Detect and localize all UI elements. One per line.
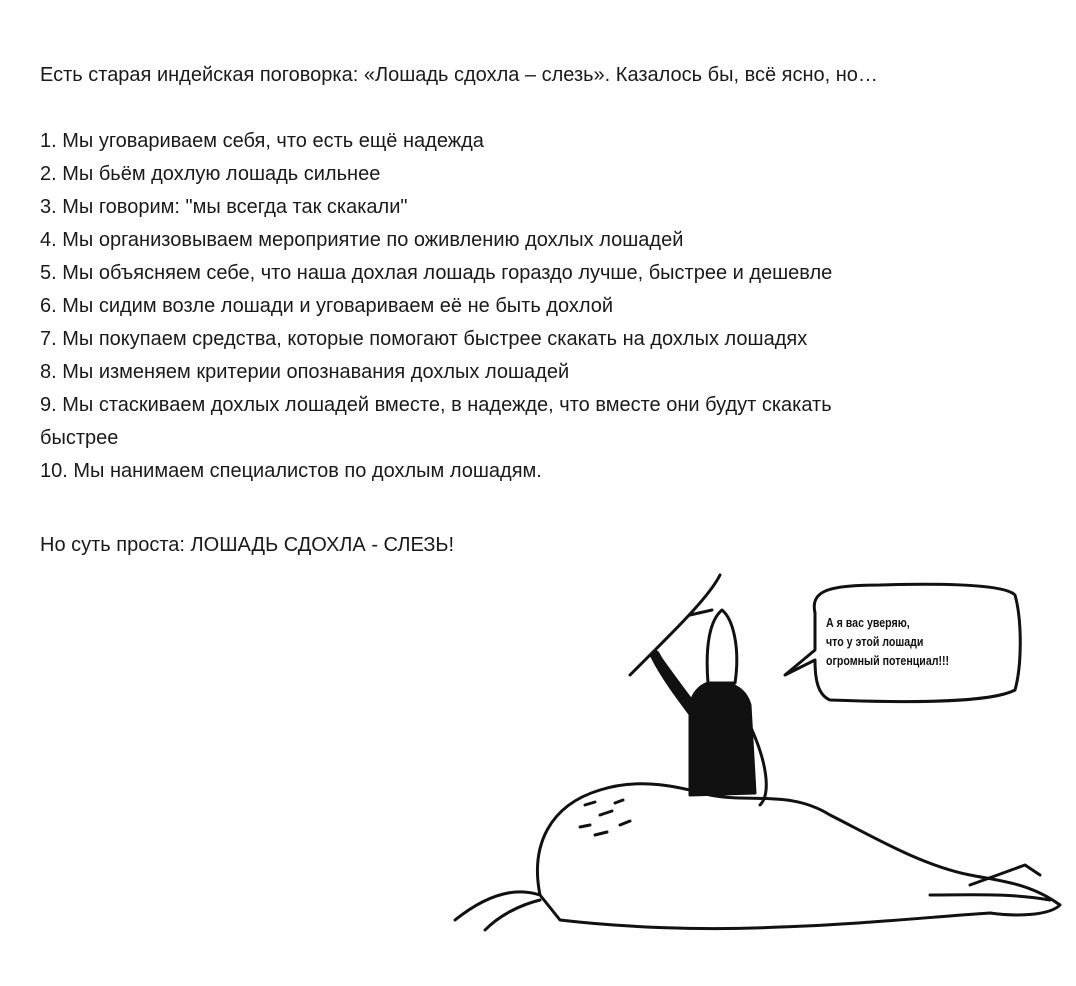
conclusion-text: Но суть проста: ЛОШАДЬ СДОХЛА - СЛЕЗЬ!: [40, 534, 455, 556]
list-item: 2. Мы бьём дохлую лошадь сильнее: [40, 163, 381, 185]
list-item: 5. Мы объясняем себе, что наша дохлая лошадь гораздо лучше, быстрее и дешевле: [40, 262, 833, 284]
speech-line: А я вас уверяю,: [826, 616, 910, 630]
speech-line: что у этой лошади: [826, 635, 924, 649]
list-item-continuation: быстрее: [40, 427, 119, 449]
horse-body: [538, 784, 1061, 929]
speech-line: огромный потенциал!!!: [826, 654, 950, 668]
list-item: 9. Мы стаскиваем дохлых лошадей вместе, в надежде, что вместе они будут скакать: [40, 394, 832, 416]
dead-horse-cartoon: [450, 565, 1070, 945]
man-figure: [690, 682, 755, 795]
list-item: 10. Мы нанимаем специалистов по дохлым лошадям.: [40, 460, 542, 482]
horse-tail: [455, 892, 540, 930]
list-item: 8. Мы изменяем критерии опознавания дохлых лошадей: [40, 361, 570, 383]
intro-text: Есть старая индейская поговорка: «Лошадь сдохла – слезь». Казалось бы, всё ясно, но…: [40, 64, 878, 86]
list-item: 4. Мы организовываем мероприятие по оживлению дохлых лошадей: [40, 229, 684, 251]
list-item: 3. Мы говорим: "мы всегда так скакали": [40, 196, 408, 218]
man-head: [707, 610, 737, 683]
list-item: 7. Мы покупаем средства, которые помогают быстрее скакать на дохлых лошадях: [40, 328, 808, 350]
speech-bubble-text: [826, 614, 949, 671]
list-item: 1. Мы уговариваем себя, что есть ещё надежда: [40, 130, 484, 152]
list-item: 6. Мы сидим возле лошади и уговариваем её не быть дохлой: [40, 295, 614, 317]
